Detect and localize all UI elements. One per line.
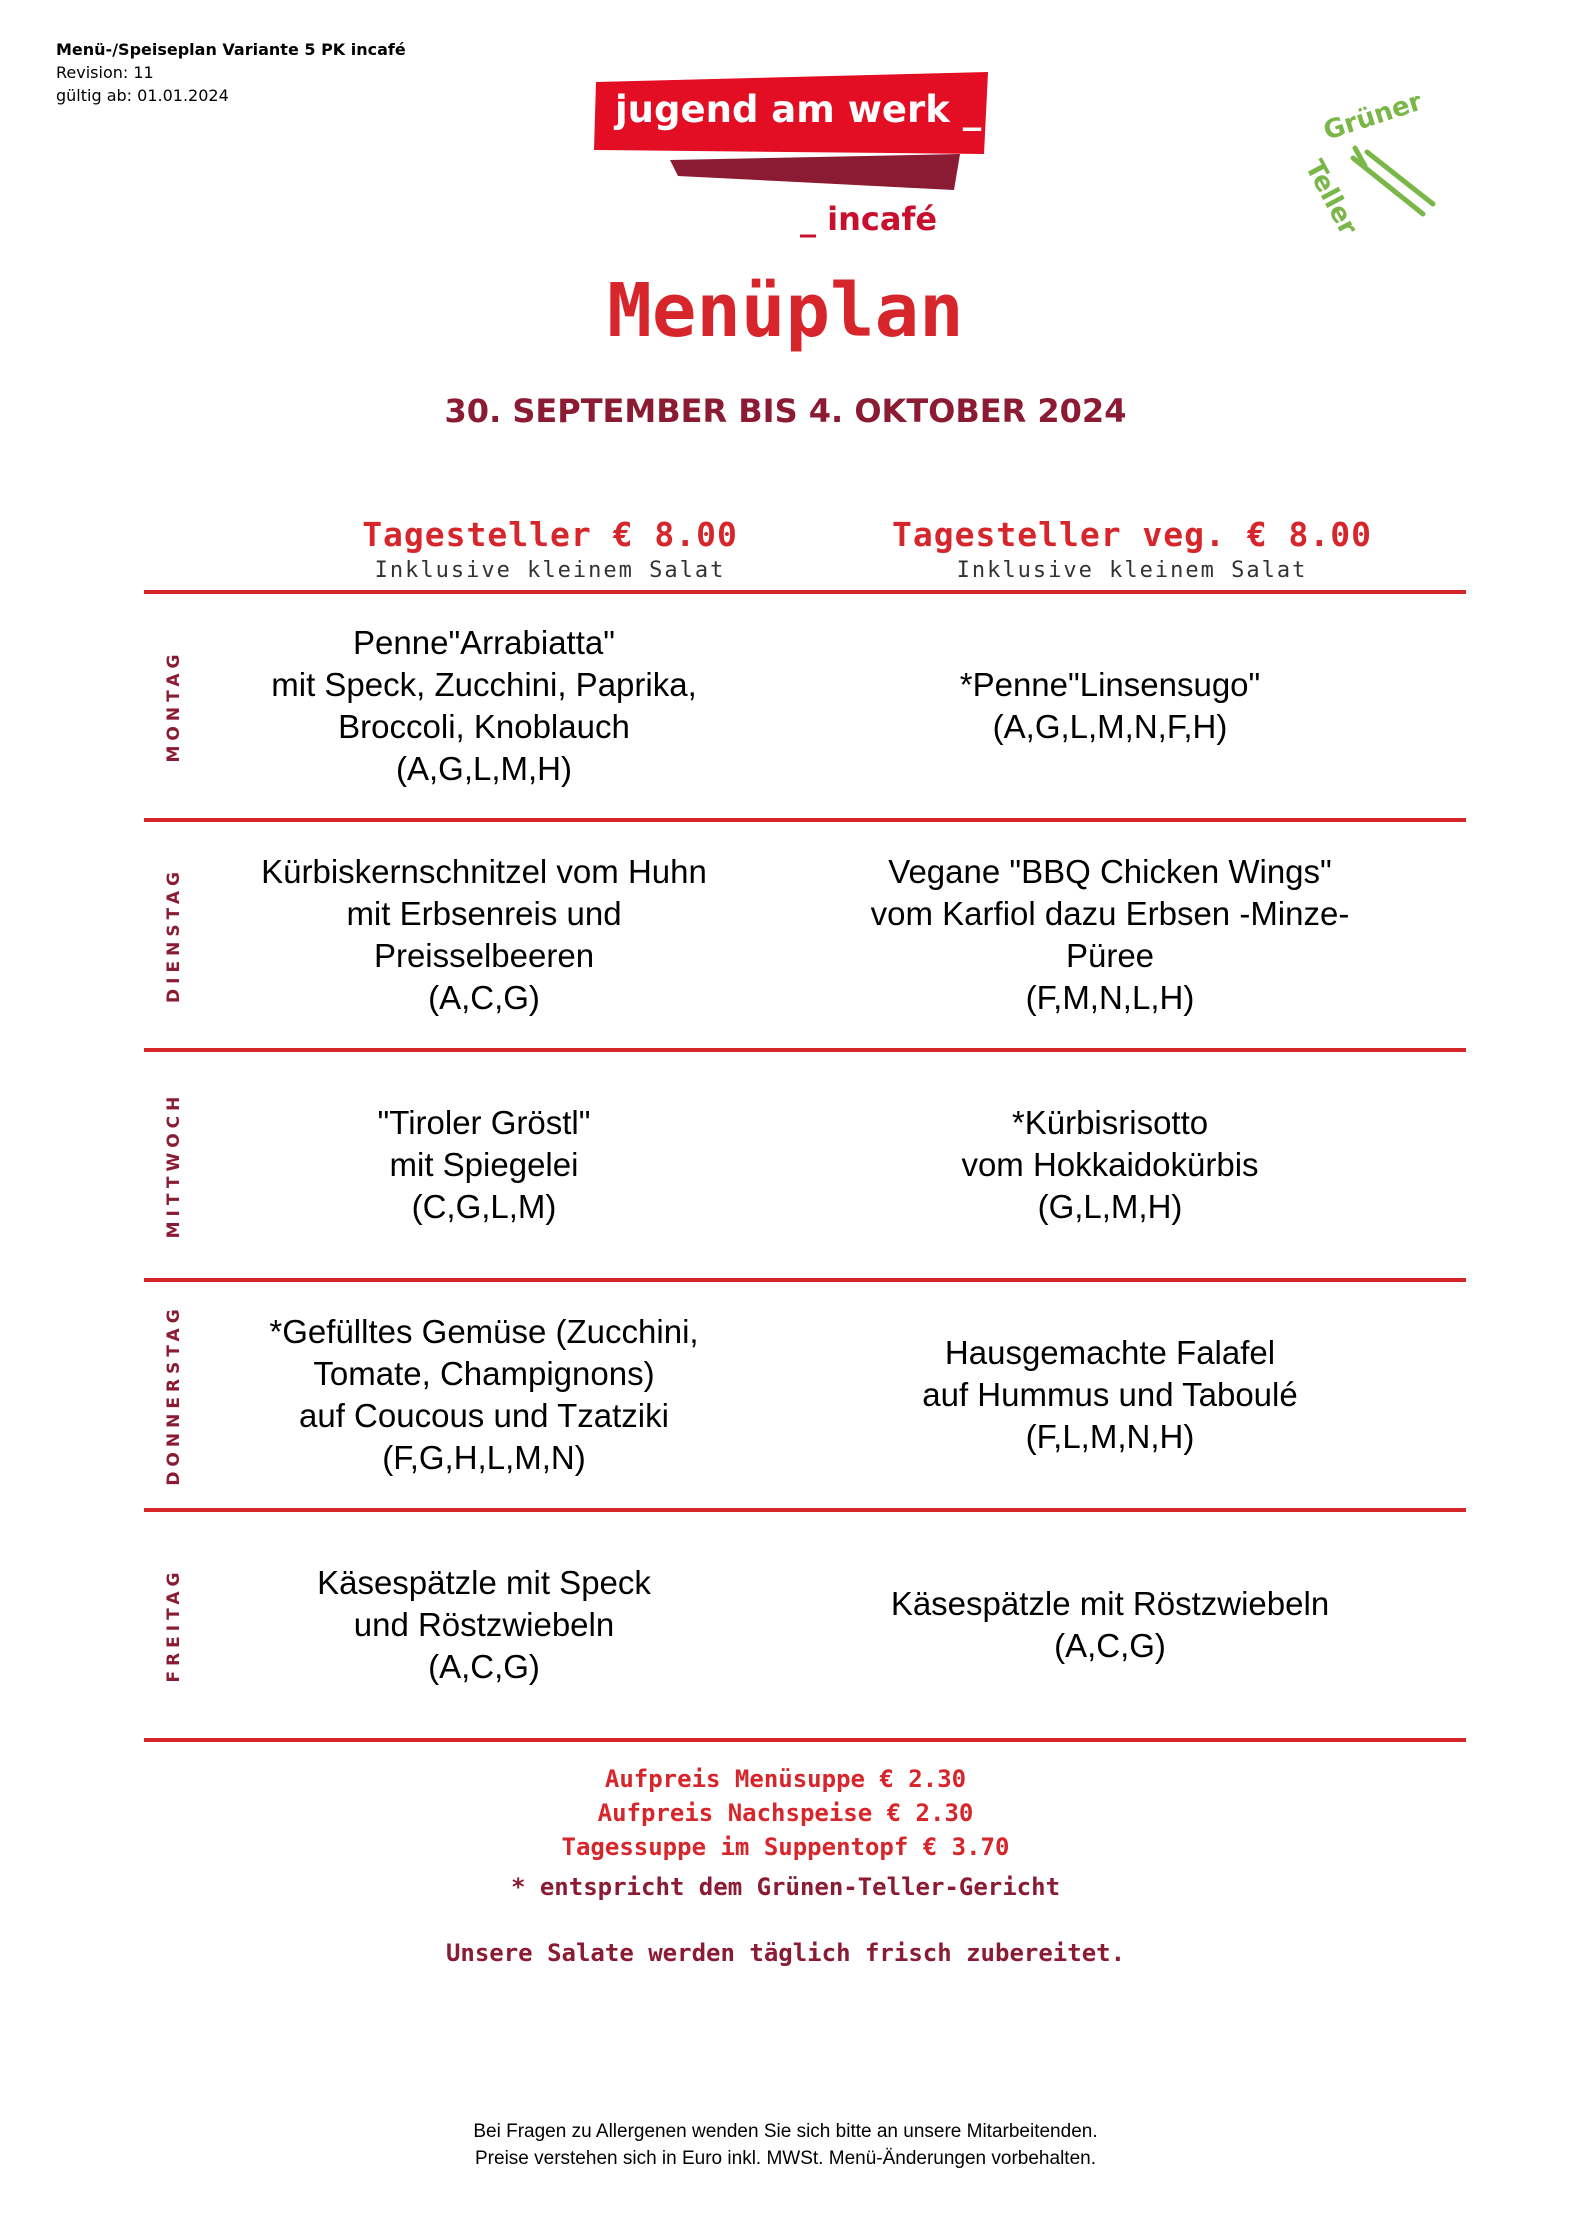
day-row-mittwoch	[144, 1052, 1466, 1278]
column-subheading: Inklusive kleinem Salat	[374, 558, 726, 583]
badge-line2: Teller	[1298, 155, 1363, 236]
badge-line1: Grüner	[1319, 96, 1426, 147]
day-name: DONNERSTAG	[164, 1304, 184, 1486]
day-label	[144, 1282, 204, 1508]
valid-from: gültig ab: 01.01.2024	[56, 86, 229, 105]
logo-brand: jugend am werk _	[615, 88, 982, 131]
dish-vegetarian: Käsespätzle mit Röstzwiebeln (A,C,G)	[890, 1585, 1330, 1664]
dish-regular: Käsespätzle mit Speck und Röstzwiebeln (A,C,G)	[317, 1564, 651, 1685]
surcharge-soup: Aufpreis Menüsuppe € 2.30	[604, 1765, 967, 1793]
day-name: MONTAG	[164, 649, 184, 763]
day-row-dienstag	[144, 822, 1466, 1048]
surcharge-dessert: Aufpreis Nachspeise € 2.30	[597, 1799, 974, 1827]
column-header-1	[270, 515, 830, 583]
dish-regular: Kürbiskernschnitzel vom Huhn mit Erbsenreis und Preisselbeeren (A,C,G)	[261, 853, 707, 1016]
day-name: DIENSTAG	[164, 867, 184, 1003]
footer-line: Preise verstehen sich in Euro inkl. MWSt. Menü-Änderungen vorbehalten.	[475, 2148, 1096, 2169]
day-row-freitag	[144, 1512, 1466, 1738]
jugend-am-werk-logo	[588, 70, 992, 250]
daily-soup: Tagessuppe im Suppentopf € 3.70	[561, 1833, 1010, 1861]
day-label	[144, 1052, 204, 1278]
dish-regular: "Tiroler Gröstl" mit Spiegelei (C,G,L,M)	[377, 1104, 591, 1225]
column-header-2	[852, 515, 1412, 583]
dish-vegetarian: Hausgemachte Falafel auf Hummus und Taboulé (F,L,M,N,H)	[922, 1334, 1298, 1455]
dish-vegetarian: *Kürbisrisotto vom Hokkaidokürbis (G,L,M,H)	[961, 1104, 1259, 1225]
document-meta	[56, 38, 406, 107]
page-title: Menüplan	[607, 268, 964, 354]
day-label	[144, 822, 204, 1048]
dish-vegetarian: Vegane "BBQ Chicken Wings" vom Karfiol dazu Erbsen -Minze- Püree (F,M,N,L,H)	[870, 853, 1350, 1016]
column-subheading: Inklusive kleinem Salat	[956, 558, 1308, 583]
day-row-montag	[144, 594, 1466, 818]
day-row-donnerstag	[144, 1282, 1466, 1508]
surcharges	[0, 1762, 1571, 1864]
salad-note: Unsere Salate werden täglich frisch zubereitet.	[445, 1939, 1126, 1967]
logo-sub: _ incafé	[800, 200, 938, 238]
day-name: FREITAG	[164, 1567, 184, 1683]
divider	[144, 1738, 1466, 1742]
footer-line: Bei Fragen zu Allergenen wenden Sie sich bitte an unsere Mitarbeitenden.	[473, 2121, 1098, 2142]
dish-vegetarian: *Penne"Linsensugo" (A,G,L,M,N,F,H)	[959, 666, 1261, 745]
dish-regular: *Gefülltes Gemüse (Zucchini, Tomate, Champignons) auf Coucous und Tzatziki (F,G,H,L,M,N)	[269, 1313, 699, 1476]
column-heading: Tagesteller € 8.00	[362, 515, 738, 554]
column-heading: Tagesteller veg. € 8.00	[892, 515, 1372, 554]
fork-knife-icon	[1353, 148, 1433, 214]
green-plate-note: * entspricht dem Grünen-Teller-Gericht	[510, 1873, 1061, 1901]
dish-regular: Penne"Arrabiatta" mit Speck, Zucchini, Paprika, Broccoli, Knoblauch (A,G,L,M,H)	[271, 624, 697, 787]
document-title: Menü-/Speiseplan Variante 5 PK incafé	[56, 40, 406, 59]
day-name: MITTWOCH	[164, 1091, 184, 1239]
day-label	[144, 594, 204, 818]
revision: Revision: 11	[56, 63, 154, 82]
footer	[0, 2118, 1571, 2172]
day-label	[144, 1512, 204, 1738]
gruener-teller-badge	[1283, 96, 1443, 236]
date-range: 30. SEPTEMBER BIS 4. OKTOBER 2024	[444, 392, 1127, 430]
